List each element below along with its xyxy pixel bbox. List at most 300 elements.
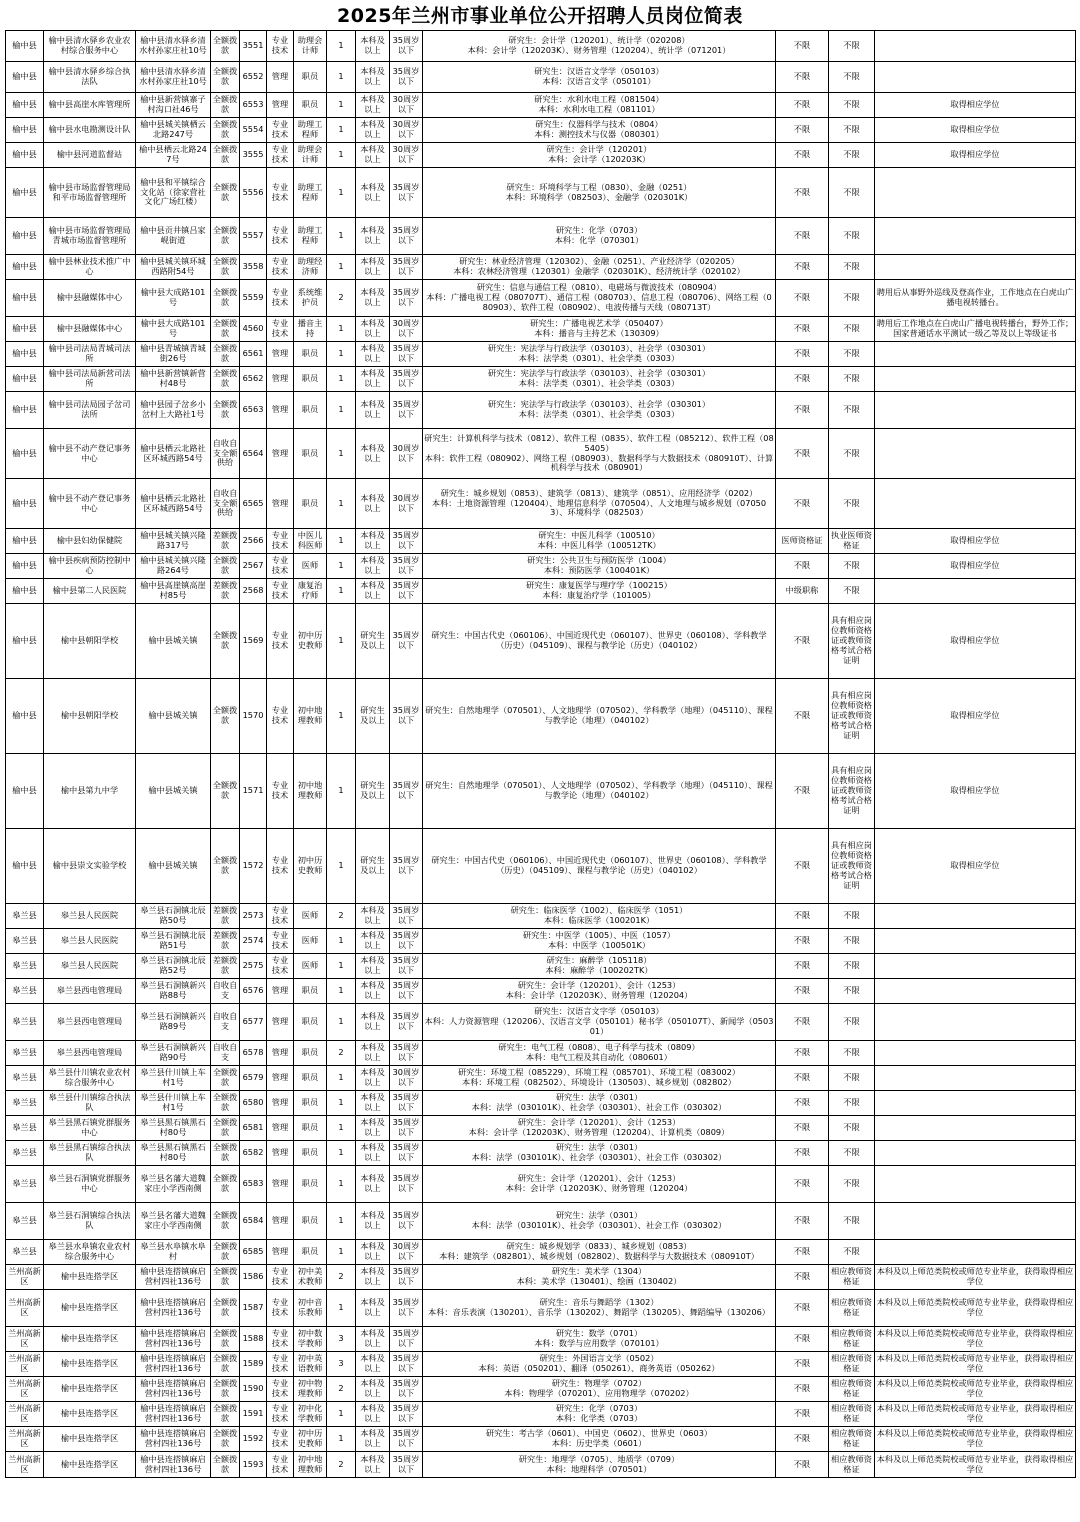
cell-employer: 榆中县疾病预防控制中心 — [44, 554, 136, 579]
cell-position-code: 1589 — [240, 1352, 267, 1377]
cell-address: 皋兰县石洞镇新兴路88号 — [136, 979, 211, 1004]
cell-age-limit: 35周岁以下 — [390, 31, 423, 62]
cell-headcount: 2 — [327, 1041, 356, 1066]
cell-position-category: 专业技术 — [267, 529, 294, 554]
cell-address: 榆中县贡井镇吕家岘街道 — [136, 218, 211, 255]
table-row — [6, 929, 1076, 954]
cell-position-name: 初中历史教师 — [294, 829, 327, 904]
cell-qualification: 不限 — [829, 31, 875, 62]
cell-remarks — [875, 579, 1076, 604]
cell-qualification: 不限 — [829, 342, 875, 367]
cell-funding: 全额拨款 — [211, 1091, 240, 1116]
cell-qualification: 相应教师资格证 — [829, 1402, 875, 1427]
cell-county: 皋兰县 — [6, 1141, 44, 1166]
cell-age-limit: 35周岁以下 — [390, 604, 423, 679]
cell-position-category: 管理 — [267, 1240, 294, 1265]
cell-position-name: 医师 — [294, 554, 327, 579]
cell-remarks — [875, 1116, 1076, 1141]
cell-major: 研究生：宪法学与行政法学（030103）、社会学（030301） 本科：法学类（0301）、社会学类（0303） — [423, 342, 776, 367]
cell-certificate: 不限 — [776, 1377, 829, 1402]
cell-funding: 全额拨款 — [211, 93, 240, 118]
cell-qualification: 不限 — [829, 367, 875, 392]
cell-education: 研究生及以上 — [356, 829, 390, 904]
cell-qualification: 不限 — [829, 554, 875, 579]
cell-position-category: 专业技术 — [267, 904, 294, 929]
cell-age-limit: 35周岁以下 — [390, 1327, 423, 1352]
cell-funding: 全额拨款 — [211, 554, 240, 579]
cell-position-code: 1587 — [240, 1290, 267, 1327]
cell-headcount: 1 — [327, 342, 356, 367]
cell-remarks — [875, 392, 1076, 429]
cell-position-name: 职员 — [294, 979, 327, 1004]
cell-employer: 榆中县司法局新营司法所 — [44, 367, 136, 392]
cell-education: 本科及以上 — [356, 280, 390, 317]
cell-certificate: 不限 — [776, 342, 829, 367]
cell-position-category: 管理 — [267, 367, 294, 392]
cell-funding: 全额拨款 — [211, 1116, 240, 1141]
cell-position-name: 职员 — [294, 93, 327, 118]
cell-major: 研究生：临床医学（1002）、临床医学（1051） 本科：临床医学（100201K） — [423, 904, 776, 929]
cell-position-name: 初中地理教师 — [294, 1452, 327, 1478]
cell-position-name: 职员 — [294, 479, 327, 529]
cell-funding: 全额拨款 — [211, 1066, 240, 1091]
cell-education: 本科及以上 — [356, 904, 390, 929]
cell-employer: 榆中县连搭学区 — [44, 1327, 136, 1352]
cell-position-category: 专业技术 — [267, 218, 294, 255]
cell-remarks: 本科及以上师范类院校或师范专业毕业，获得取得相应学位 — [875, 1452, 1076, 1478]
cell-major: 研究生：自然地理学（070501）、人文地理学（070502）、学科教学（地理）（045110）、课程与教学论（地理）（040102） — [423, 679, 776, 754]
cell-certificate: 不限 — [776, 479, 829, 529]
cell-education: 本科及以上 — [356, 554, 390, 579]
cell-major: 研究生：城乡规划学（0833）、城乡规划（0853） 本科：建筑学（082801）、城乡规划（082802）、数据科学与大数据技术（080910T） — [423, 1240, 776, 1265]
cell-position-category: 专业技术 — [267, 604, 294, 679]
cell-address: 榆中县城关镇环城西路附54号 — [136, 255, 211, 280]
cell-position-code: 3558 — [240, 255, 267, 280]
cell-education: 本科及以上 — [356, 143, 390, 168]
cell-county: 榆中县 — [6, 280, 44, 317]
cell-position-code: 6577 — [240, 1004, 267, 1041]
cell-headcount: 1 — [327, 604, 356, 679]
cell-major: 研究生：公共卫生与预防医学（1004） 本科：预防医学（100401K） — [423, 554, 776, 579]
cell-county: 皋兰县 — [6, 904, 44, 929]
cell-education: 本科及以上 — [356, 479, 390, 529]
cell-employer: 榆中县朝阳学校 — [44, 679, 136, 754]
cell-position-category: 专业技术 — [267, 554, 294, 579]
cell-funding: 自收自支 — [211, 1004, 240, 1041]
cell-position-category: 专业技术 — [267, 1427, 294, 1452]
cell-county: 榆中县 — [6, 392, 44, 429]
cell-major: 研究生：麻醉学（105118） 本科：麻醉学（100202TK） — [423, 954, 776, 979]
cell-position-code: 6582 — [240, 1141, 267, 1166]
cell-headcount: 2 — [327, 904, 356, 929]
cell-employer: 榆中县连搭学区 — [44, 1352, 136, 1377]
cell-age-limit: 30周岁以下 — [390, 1066, 423, 1091]
cell-age-limit: 35周岁以下 — [390, 679, 423, 754]
cell-certificate: 不限 — [776, 93, 829, 118]
cell-address: 榆中县连搭镇麻启营村四社136号 — [136, 1265, 211, 1290]
cell-age-limit: 35周岁以下 — [390, 904, 423, 929]
cell-major: 研究生：会计学（120201）、会计（1253） 本科：会计学（120203K）、财务管理（120204） — [423, 979, 776, 1004]
cell-funding: 全额拨款 — [211, 679, 240, 754]
cell-remarks: 取得相应学位 — [875, 118, 1076, 143]
cell-remarks — [875, 904, 1076, 929]
cell-position-category: 管理 — [267, 1004, 294, 1041]
cell-qualification: 相应教师资格证 — [829, 1352, 875, 1377]
cell-position-name: 职员 — [294, 392, 327, 429]
cell-funding: 全额拨款 — [211, 1141, 240, 1166]
cell-education: 研究生及以上 — [356, 679, 390, 754]
cell-headcount: 1 — [327, 118, 356, 143]
cell-education: 本科及以上 — [356, 1240, 390, 1265]
cell-funding: 自收自支全额供给 — [211, 479, 240, 529]
cell-position-code: 6580 — [240, 1091, 267, 1116]
cell-position-code: 6562 — [240, 367, 267, 392]
cell-county: 榆中县 — [6, 679, 44, 754]
cell-headcount: 1 — [327, 529, 356, 554]
cell-funding: 全额拨款 — [211, 118, 240, 143]
cell-position-name: 职员 — [294, 1240, 327, 1265]
cell-major: 研究生：物理学（0702） 本科：物理学（070201）、应用物理学（070202） — [423, 1377, 776, 1402]
cell-remarks — [875, 367, 1076, 392]
cell-funding: 全额拨款 — [211, 143, 240, 168]
cell-position-category: 管理 — [267, 1091, 294, 1116]
cell-position-name: 助理会计师 — [294, 143, 327, 168]
cell-age-limit: 35周岁以下 — [390, 1116, 423, 1141]
cell-employer: 皋兰县石洞镇综合执法队 — [44, 1203, 136, 1240]
cell-funding: 全额拨款 — [211, 829, 240, 904]
cell-headcount: 1 — [327, 168, 356, 218]
cell-position-code: 1570 — [240, 679, 267, 754]
cell-remarks: 本科及以上师范类院校或师范专业毕业，获得取得相应学位 — [875, 1377, 1076, 1402]
cell-position-name: 初中地理教师 — [294, 679, 327, 754]
cell-certificate: 不限 — [776, 754, 829, 829]
cell-major: 研究生：仪器科学与技术（0804） 本科：测控技术与仪器（080301） — [423, 118, 776, 143]
cell-funding: 差额拨款 — [211, 579, 240, 604]
cell-position-name: 职员 — [294, 1141, 327, 1166]
cell-major: 研究生：地理学（0705）、地质学（0709） 本科：地理科学（070501） — [423, 1452, 776, 1478]
cell-education: 本科及以上 — [356, 1141, 390, 1166]
table-row — [6, 429, 1076, 479]
cell-remarks: 本科及以上师范类院校或师范专业毕业，获得取得相应学位 — [875, 1327, 1076, 1352]
cell-certificate: 不限 — [776, 1203, 829, 1240]
cell-employer: 榆中县司法局青城司法所 — [44, 342, 136, 367]
cell-headcount: 1 — [327, 218, 356, 255]
cell-position-name: 职员 — [294, 1091, 327, 1116]
cell-funding: 全额拨款 — [211, 392, 240, 429]
cell-position-code: 1593 — [240, 1452, 267, 1478]
cell-employer: 皋兰县西电管理局 — [44, 979, 136, 1004]
cell-headcount: 1 — [327, 143, 356, 168]
cell-position-code: 1591 — [240, 1402, 267, 1427]
cell-position-code: 5559 — [240, 280, 267, 317]
cell-qualification: 不限 — [829, 118, 875, 143]
cell-certificate: 不限 — [776, 679, 829, 754]
cell-employer: 榆中县朝阳学校 — [44, 604, 136, 679]
cell-age-limit: 30周岁以下 — [390, 118, 423, 143]
cell-address: 榆中县清水驿乡清水村孙家庄社10号 — [136, 31, 211, 62]
cell-certificate: 不限 — [776, 218, 829, 255]
cell-address: 皋兰县名藩大道魏家庄小学西南侧 — [136, 1203, 211, 1240]
cell-headcount: 1 — [327, 392, 356, 429]
cell-county: 皋兰县 — [6, 1041, 44, 1066]
cell-remarks: 本科及以上师范类院校或师范专业毕业，获得取得相应学位 — [875, 1427, 1076, 1452]
table-row — [6, 529, 1076, 554]
page-title: 2025年兰州市事业单位公开招聘人员岗位简表 — [337, 5, 743, 27]
cell-education: 本科及以上 — [356, 317, 390, 342]
cell-employer: 榆中县水电勘测设计队 — [44, 118, 136, 143]
cell-funding: 全额拨款 — [211, 1452, 240, 1478]
cell-funding: 全额拨款 — [211, 31, 240, 62]
cell-position-category: 管理 — [267, 342, 294, 367]
cell-certificate: 不限 — [776, 904, 829, 929]
cell-address: 榆中县连搭镇麻启营村四社136号 — [136, 1290, 211, 1327]
cell-qualification: 不限 — [829, 479, 875, 529]
cell-headcount: 1 — [327, 1116, 356, 1141]
cell-headcount: 1 — [327, 31, 356, 62]
cell-qualification: 不限 — [829, 1066, 875, 1091]
cell-remarks: 取得相应学位 — [875, 554, 1076, 579]
cell-certificate: 不限 — [776, 62, 829, 93]
cell-position-code: 6578 — [240, 1041, 267, 1066]
cell-qualification: 不限 — [829, 1240, 875, 1265]
cell-headcount: 1 — [327, 367, 356, 392]
cell-headcount: 1 — [327, 255, 356, 280]
cell-address: 皋兰县石洞镇新兴路90号 — [136, 1041, 211, 1066]
cell-age-limit: 35周岁以下 — [390, 1091, 423, 1116]
table-row — [6, 1091, 1076, 1116]
cell-employer: 榆中县不动产登记事务中心 — [44, 429, 136, 479]
cell-certificate: 中级职称 — [776, 579, 829, 604]
cell-position-name: 职员 — [294, 1116, 327, 1141]
cell-county: 榆中县 — [6, 529, 44, 554]
cell-remarks: 聘用后从事野外巡线及登高作业，工作地点在白虎山广播电视转播台。 — [875, 280, 1076, 317]
table-row — [6, 479, 1076, 529]
cell-headcount: 1 — [327, 1004, 356, 1041]
table-row — [6, 1240, 1076, 1265]
cell-funding: 全额拨款 — [211, 604, 240, 679]
cell-certificate: 不限 — [776, 604, 829, 679]
cell-position-name: 职员 — [294, 1004, 327, 1041]
cell-county: 兰州高新区 — [6, 1327, 44, 1352]
cell-education: 本科及以上 — [356, 255, 390, 280]
cell-certificate: 不限 — [776, 1091, 829, 1116]
cell-remarks — [875, 954, 1076, 979]
cell-address: 皋兰县石洞镇北辰路51号 — [136, 929, 211, 954]
cell-age-limit: 35周岁以下 — [390, 954, 423, 979]
cell-county: 皋兰县 — [6, 1203, 44, 1240]
cell-position-name: 职员 — [294, 429, 327, 479]
cell-remarks — [875, 218, 1076, 255]
cell-age-limit: 35周岁以下 — [390, 1166, 423, 1203]
cell-certificate: 不限 — [776, 829, 829, 904]
cell-major: 研究生：中国古代史（060106）、中国近现代史（060107）、世界史（060108）、学科教学（历史）（045109）、课程与教学论（历史）（040102） — [423, 829, 776, 904]
table-row — [6, 1041, 1076, 1066]
cell-qualification: 不限 — [829, 62, 875, 93]
table-row — [6, 829, 1076, 904]
table-row — [6, 1427, 1076, 1452]
cell-position-code: 6563 — [240, 392, 267, 429]
cell-county: 榆中县 — [6, 754, 44, 829]
cell-major: 研究生：汉语言文学学（050103） 本科：汉语言文学（050101） — [423, 62, 776, 93]
table-row — [6, 392, 1076, 429]
cell-position-category: 管理 — [267, 1066, 294, 1091]
cell-employer: 榆中县林业技术推广中心 — [44, 255, 136, 280]
cell-funding: 全额拨款 — [211, 1352, 240, 1377]
cell-address: 皋兰县黑石镇黑石村80号 — [136, 1116, 211, 1141]
cell-funding: 全额拨款 — [211, 1265, 240, 1290]
cell-remarks — [875, 1041, 1076, 1066]
cell-funding: 全额拨款 — [211, 168, 240, 218]
cell-position-code: 5557 — [240, 218, 267, 255]
cell-funding: 全额拨款 — [211, 1402, 240, 1427]
cell-certificate: 不限 — [776, 1265, 829, 1290]
cell-remarks — [875, 1203, 1076, 1240]
cell-address: 榆中县栖云北路社区环城西路54号 — [136, 479, 211, 529]
cell-headcount: 2 — [327, 1265, 356, 1290]
cell-headcount: 1 — [327, 679, 356, 754]
cell-age-limit: 35周岁以下 — [390, 62, 423, 93]
cell-remarks — [875, 255, 1076, 280]
cell-qualification: 具有相应岗位教师资格证或教师资格考试合格证明 — [829, 829, 875, 904]
cell-remarks — [875, 1091, 1076, 1116]
cell-position-code: 5554 — [240, 118, 267, 143]
cell-address: 榆中县城关镇兴隆路317号 — [136, 529, 211, 554]
cell-age-limit: 35周岁以下 — [390, 1352, 423, 1377]
cell-remarks — [875, 342, 1076, 367]
cell-remarks — [875, 1004, 1076, 1041]
cell-county: 榆中县 — [6, 218, 44, 255]
cell-age-limit: 35周岁以下 — [390, 168, 423, 218]
cell-position-category: 专业技术 — [267, 317, 294, 342]
table-row — [6, 1203, 1076, 1240]
cell-county: 榆中县 — [6, 579, 44, 604]
cell-major: 研究生：康复医学与理疗学（100215） 本科：康复治疗学（101005） — [423, 579, 776, 604]
cell-certificate: 不限 — [776, 929, 829, 954]
cell-certificate: 不限 — [776, 1327, 829, 1352]
cell-county: 榆中县 — [6, 367, 44, 392]
cell-headcount: 1 — [327, 1091, 356, 1116]
cell-major: 研究生：汉语言文字学（050103） 本科：人力资源管理（120206）、汉语言文学（050101）秘书学（050107T）、新闻学（050301） — [423, 1004, 776, 1041]
cell-position-name: 初中化学教师 — [294, 1402, 327, 1427]
cell-employer: 榆中县不动产登记事务中心 — [44, 479, 136, 529]
cell-education: 本科及以上 — [356, 218, 390, 255]
table-row — [6, 1066, 1076, 1091]
cell-position-code: 2574 — [240, 929, 267, 954]
cell-qualification: 相应教师资格证 — [829, 1327, 875, 1352]
cell-certificate: 不限 — [776, 1402, 829, 1427]
cell-education: 本科及以上 — [356, 979, 390, 1004]
table-row — [6, 280, 1076, 317]
cell-position-code: 6581 — [240, 1116, 267, 1141]
cell-headcount: 1 — [327, 829, 356, 904]
cell-county: 榆中县 — [6, 168, 44, 218]
cell-education: 本科及以上 — [356, 118, 390, 143]
cell-education: 本科及以上 — [356, 1427, 390, 1452]
cell-certificate: 不限 — [776, 554, 829, 579]
cell-position-category: 管理 — [267, 1203, 294, 1240]
table-row — [6, 118, 1076, 143]
cell-position-name: 初中物理教师 — [294, 1377, 327, 1402]
cell-funding: 差额拨款 — [211, 929, 240, 954]
cell-county: 兰州高新区 — [6, 1377, 44, 1402]
cell-age-limit: 30周岁以下 — [390, 143, 423, 168]
cell-funding: 全额拨款 — [211, 367, 240, 392]
cell-major: 研究生：环境工程（085229）、环境工程（085701）、环境工程（083002） 本科：环境工程（082502）、环境设计（130503）、城乡规划（082802） — [423, 1066, 776, 1091]
table-row — [6, 1377, 1076, 1402]
cell-address: 榆中县栖云北路247号 — [136, 143, 211, 168]
cell-employer: 榆中县连搭学区 — [44, 1452, 136, 1478]
cell-remarks — [875, 1240, 1076, 1265]
cell-address: 榆中县高崖镇高崖村85号 — [136, 579, 211, 604]
cell-position-category: 专业技术 — [267, 1352, 294, 1377]
cell-employer: 榆中县清水驿乡农业农村综合服务中心 — [44, 31, 136, 62]
cell-position-code: 2575 — [240, 954, 267, 979]
cell-age-limit: 35周岁以下 — [390, 1265, 423, 1290]
cell-qualification: 不限 — [829, 143, 875, 168]
cell-employer: 皋兰县石洞镇党群服务中心 — [44, 1166, 136, 1203]
cell-position-code: 1586 — [240, 1265, 267, 1290]
cell-employer: 榆中县市场监督管理局青城市场监督管理所 — [44, 218, 136, 255]
cell-position-category: 专业技术 — [267, 31, 294, 62]
cell-education: 本科及以上 — [356, 1004, 390, 1041]
cell-headcount: 1 — [327, 1166, 356, 1203]
cell-major: 研究生：计算机科学与技术（0812）、软件工程（0835）、软件工程（085212）、软件工程（085405） 本科：软件工程（080902）、网络工程（080903）、数据科学与大数据技术（080910T）、计算机科学与技术（080901） — [423, 429, 776, 479]
cell-age-limit: 35周岁以下 — [390, 554, 423, 579]
cell-major: 研究生：城乡规划（0853）、建筑学（0813）、建筑学（0851）、应用经济学（0202） 本科：土地资源管理（120404）、地理信息科学（070504）、人文地理与城乡规划（070503）、环境科学（082503） — [423, 479, 776, 529]
cell-education: 本科及以上 — [356, 1066, 390, 1091]
cell-major: 研究生：水利水电工程（081504） 本科：水利水电工程（081101） — [423, 93, 776, 118]
cell-employer: 榆中县司法局园子岔司法所 — [44, 392, 136, 429]
cell-funding: 差额拨款 — [211, 904, 240, 929]
cell-position-name: 职员 — [294, 1066, 327, 1091]
cell-position-code: 1592 — [240, 1427, 267, 1452]
cell-qualification: 执业医师资格证 — [829, 529, 875, 554]
cell-county: 兰州高新区 — [6, 1352, 44, 1377]
cell-remarks — [875, 979, 1076, 1004]
cell-funding: 全额拨款 — [211, 1377, 240, 1402]
cell-address: 榆中县城关镇 — [136, 604, 211, 679]
cell-remarks — [875, 31, 1076, 62]
cell-funding: 自收自支 — [211, 1041, 240, 1066]
cell-address: 榆中县新营镇新营村48号 — [136, 367, 211, 392]
cell-remarks: 本科及以上师范类院校或师范专业毕业，获得取得相应学位 — [875, 1290, 1076, 1327]
cell-position-category: 专业技术 — [267, 1402, 294, 1427]
cell-position-name: 职员 — [294, 342, 327, 367]
table-row — [6, 1452, 1076, 1478]
table-row — [6, 554, 1076, 579]
cell-position-category: 专业技术 — [267, 754, 294, 829]
cell-position-category: 专业技术 — [267, 829, 294, 904]
cell-position-category: 专业技术 — [267, 143, 294, 168]
table-row — [6, 904, 1076, 929]
table-row — [6, 1166, 1076, 1203]
cell-headcount: 1 — [327, 429, 356, 479]
table-row — [6, 579, 1076, 604]
cell-qualification: 不限 — [829, 954, 875, 979]
table-row — [6, 1265, 1076, 1290]
cell-major: 研究生：会计学（120201）、统计学（020208） 本科：会计学（120203K）、财务管理（120204）、统计学（071201） — [423, 31, 776, 62]
cell-qualification: 不限 — [829, 1166, 875, 1203]
cell-employer: 皋兰县人民医院 — [44, 929, 136, 954]
cell-major: 研究生：法学（0301） 本科：法学（030101K）、社会学（030301）、社会工作（030302） — [423, 1141, 776, 1166]
cell-major: 研究生：环境科学与工程（0830）、金融（0251） 本科：环境科学（082503）、金融学（020301K） — [423, 168, 776, 218]
cell-qualification: 相应教师资格证 — [829, 1452, 875, 1478]
cell-major: 研究生：宪法学与行政法学（030103）、社会学（030301） 本科：法学类（0301）、社会学类（0303） — [423, 392, 776, 429]
cell-certificate: 不限 — [776, 1041, 829, 1066]
cell-headcount: 3 — [327, 1352, 356, 1377]
cell-county: 兰州高新区 — [6, 1452, 44, 1478]
cell-education: 本科及以上 — [356, 1327, 390, 1352]
